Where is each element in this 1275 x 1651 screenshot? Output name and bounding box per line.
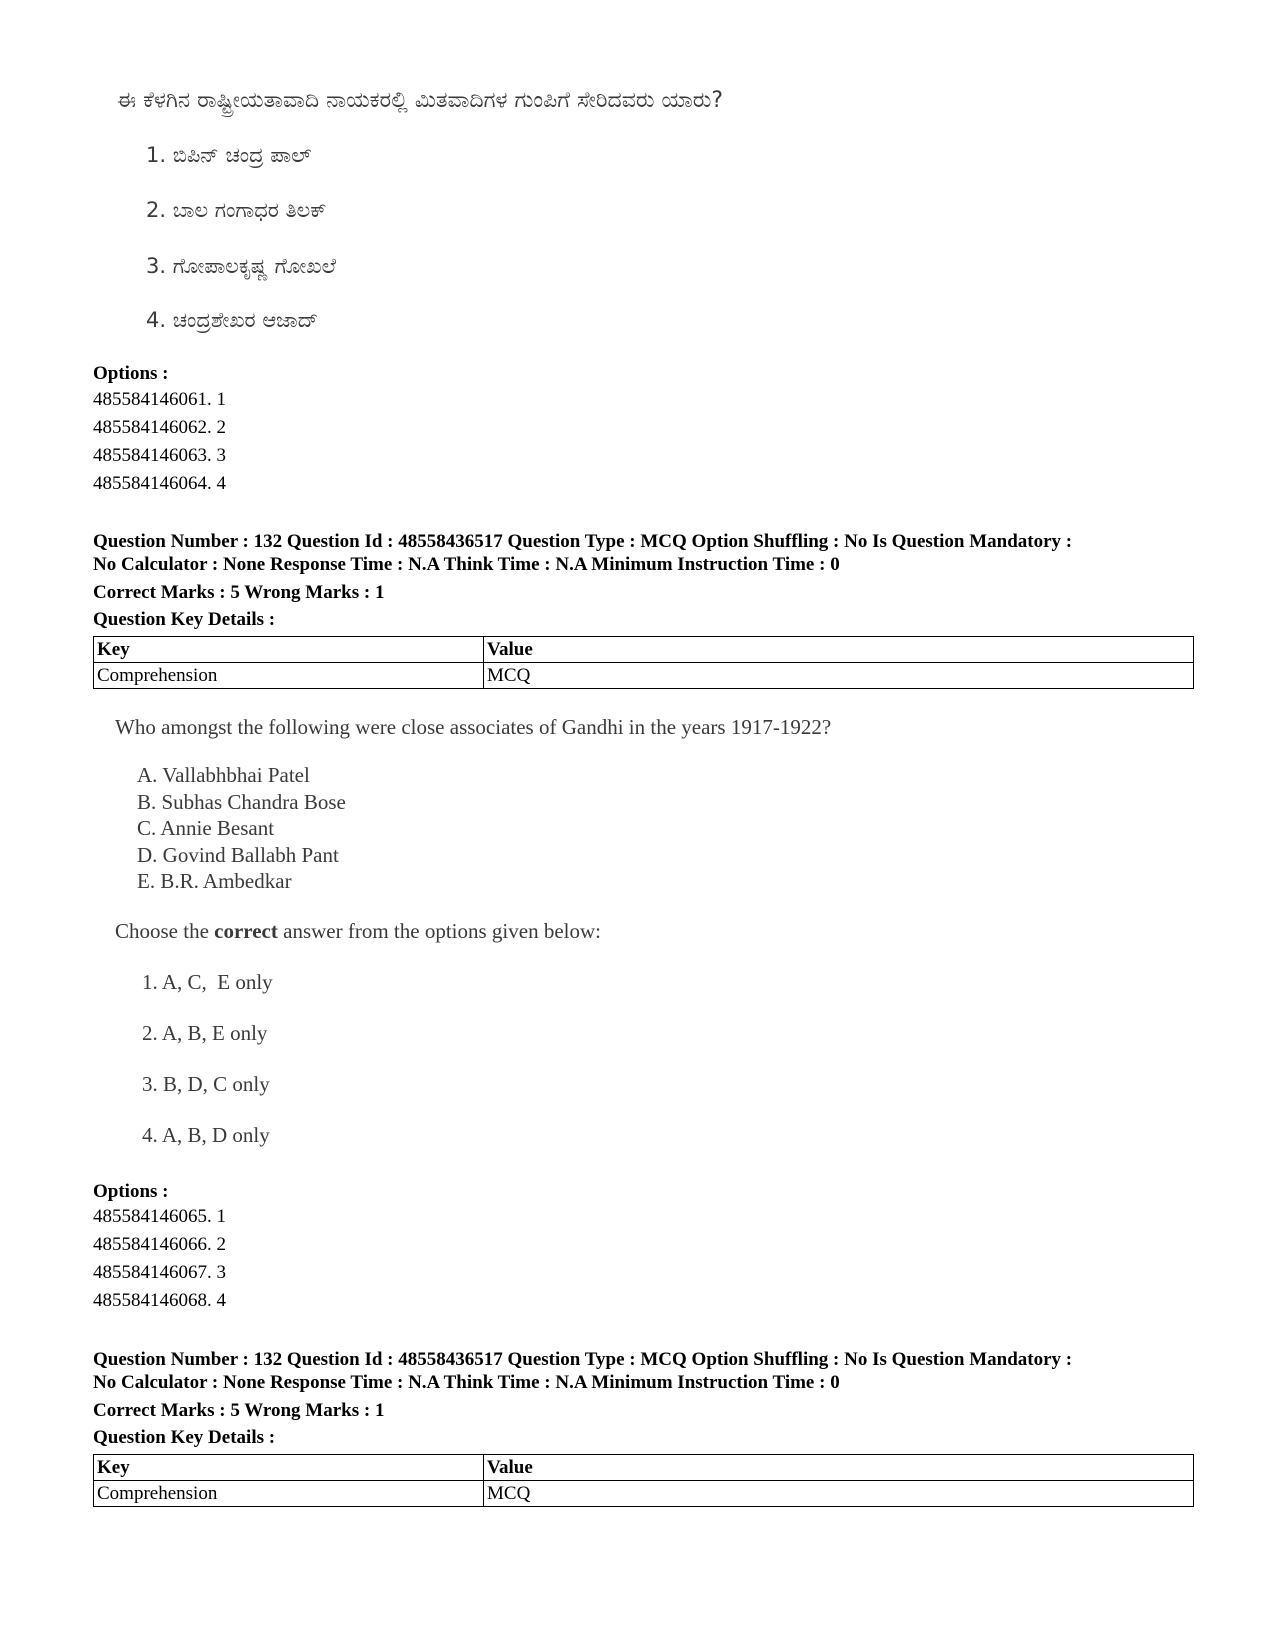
q1-question-text: ಈ ಕೆಳಗಿನ ರಾಷ್ಟ್ರೀಯತಾವಾದಿ ನಾಯಕರಲ್ಲಿ ಮಿತವಾದಿಗಳ ಗುಂಪಿಗೆ ಸೇರಿದವರು ಯಾರು?: [117, 88, 724, 113]
q3-meta-line-1: Question Number : 132 Question Id : 48558436517 Question Type : MCQ Option Shuffling : No Is Question Mandatory :: [93, 1349, 1073, 1370]
q2-option-3: 485584146067. 3: [93, 1262, 226, 1283]
q1-choice-2: 2. ಬಾಲ ಗಂಗಾಧರ ತಿಲಕ್: [146, 198, 327, 222]
q2-choice-2: 2. A, B, E only: [142, 1021, 268, 1045]
q3-table-cell-key: Comprehension: [94, 1481, 484, 1507]
q1-options-list: [93, 386, 226, 498]
q2-instruction-post: answer from the options given below:: [277, 919, 601, 943]
table-row: [94, 663, 1194, 689]
q2-statement-b: B. Subhas Chandra Bose: [137, 789, 346, 814]
q1-choice-4: 4. ಚಂದ್ರಶೇಖರ ಆಜಾದ್: [146, 308, 319, 332]
q2-choice-4: 4. A, B, D only: [142, 1123, 270, 1147]
q3-table-header-key: Key: [94, 1455, 484, 1481]
q3-table-cell-value: MCQ: [484, 1481, 1194, 1507]
q2-table-cell-value: MCQ: [484, 663, 1194, 689]
q2-statement-c: C. Annie Besant: [137, 816, 275, 840]
q2-instruction: [115, 917, 601, 945]
q2-table-header-value: Value: [484, 637, 1194, 663]
q1-option-1: 485584146061. 1: [93, 389, 226, 410]
q1-choice-1: 1. ಬಿಪಿನ್ ಚಂದ್ರ ಪಾಲ್: [146, 143, 312, 167]
q2-meta-line-1: Question Number : 132 Question Id : 48558436517 Question Type : MCQ Option Shuffling : No Is Question Mandatory :: [93, 531, 1073, 552]
q1-option-3: 485584146063. 3: [93, 445, 226, 466]
table-header-row: [94, 1455, 1194, 1481]
q2-choice-1: 1. A, C, E only: [142, 970, 273, 994]
q2-marks: Correct Marks : 5 Wrong Marks : 1: [93, 582, 385, 603]
q2-option-4: 485584146068. 4: [93, 1290, 226, 1311]
q2-key-details-label: Question Key Details :: [93, 609, 276, 630]
q2-option-2: 485584146066. 2: [93, 1234, 226, 1255]
q2-statement-a: A. Vallabhbhai Patel: [137, 763, 310, 787]
q3-key-table: [93, 1454, 1194, 1507]
q2-instruction-pre: Choose the: [115, 919, 215, 943]
q3-table-header-value: Value: [484, 1455, 1194, 1481]
q2-table-cell-key: Comprehension: [94, 663, 484, 689]
q2-options-list: [93, 1203, 226, 1315]
q3-meta-line-2: No Calculator : None Response Time : N.A Think Time : N.A Minimum Instruction Time : 0: [93, 1372, 840, 1393]
q2-key-table: [93, 636, 1194, 689]
q2-question-text: Who amongst the following were close associates of Gandhi in the years 1917-1922?: [115, 715, 832, 739]
q1-option-2: 485584146062. 2: [93, 417, 226, 438]
q2-instruction-bold: correct: [214, 919, 278, 943]
q2-statement-list: [137, 762, 346, 895]
q1-options-label: Options :: [93, 363, 169, 384]
q2-statement-e: E. B.R. Ambedkar: [137, 869, 292, 893]
q2-options-label: Options :: [93, 1181, 169, 1202]
q3-marks: Correct Marks : 5 Wrong Marks : 1: [93, 1400, 385, 1421]
table-header-row: [94, 637, 1194, 663]
q2-table-header-key: Key: [94, 637, 484, 663]
q1-option-4: 485584146064. 4: [93, 473, 226, 494]
q2-statement-d: D. Govind Ballabh Pant: [137, 842, 339, 867]
q1-choice-3: 3. ಗೋಪಾಲಕೃಷ್ಣ ಗೋಖಲೆ: [146, 254, 337, 278]
q2-meta-line-2: No Calculator : None Response Time : N.A Think Time : N.A Minimum Instruction Time : 0: [93, 554, 840, 575]
q3-key-details-label: Question Key Details :: [93, 1427, 276, 1448]
q2-choice-3: 3. B, D, C only: [142, 1072, 270, 1096]
q2-option-1: 485584146065. 1: [93, 1206, 226, 1227]
table-row: [94, 1481, 1194, 1507]
